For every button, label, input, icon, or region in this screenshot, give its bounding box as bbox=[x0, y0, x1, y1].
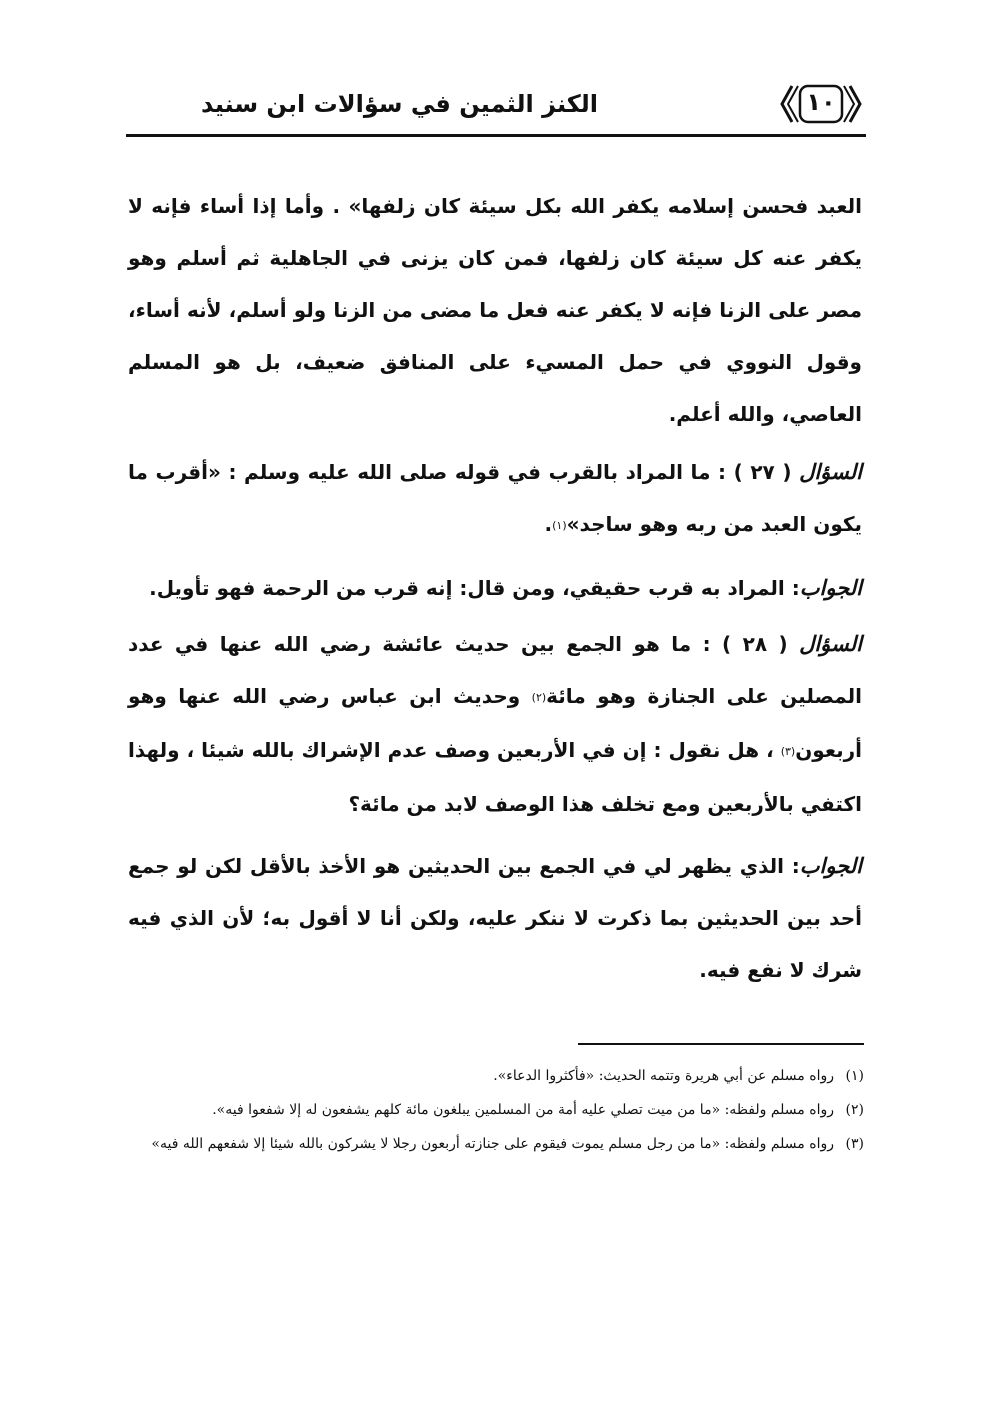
question-28-text-b: وحديث ابن عباس رضي الله عنها وهو أربعون bbox=[128, 684, 862, 762]
footnote-ref-2: (٢) bbox=[531, 691, 547, 704]
page-number: ١٠ bbox=[806, 88, 836, 116]
answer-28-text: : الذي يظهر لي في الجمع بين الحديثين هو الأخذ بالأقل لكن لو جمع أحد بين الحديثين بما ذكرت لا ننكر عليه، ولكن أنا لا أقول به؛ لأن الذي فيه شرك لا نفع فيه. bbox=[128, 854, 862, 982]
page-number-badge bbox=[778, 82, 864, 124]
footnote-3 bbox=[126, 1130, 864, 1158]
answer-28 bbox=[128, 840, 862, 996]
footnote-divider bbox=[578, 1043, 864, 1045]
question-27 bbox=[128, 446, 862, 552]
book-title: الكنز الثمين في سؤالات ابن سنيد bbox=[201, 90, 598, 118]
answer-27-text: : المراد به قرب حقيقي، ومن قال: إنه قرب من الرحمة فهو تأويل. bbox=[149, 576, 800, 600]
footnote-text: رواه مسلم ولفظه: «ما من رجل مسلم يموت فيقوم على جنازته أربعون رجلا لا يشركون بالله شيئا إلا شفعهم الله فيه» bbox=[151, 1136, 834, 1152]
answer-label: الجواب bbox=[799, 575, 862, 600]
footnotes bbox=[126, 1062, 864, 1164]
answer-27 bbox=[128, 562, 862, 614]
page-header bbox=[126, 80, 866, 136]
question-28-text-c: ، هل نقول : إن في الأربعين وصف عدم الإشراك بالله شيئا ، ولهذا اكتفي بالأربعين ومع تخلف هذا الوصف لابد من مائة؟ bbox=[128, 738, 862, 816]
question-28-text-a: ( ٢٨ ) : ما هو الجمع بين حديث عائشة رضي الله عنها في عدد المصلين على الجنازة وهو مائة bbox=[128, 632, 862, 708]
main-text bbox=[128, 180, 862, 996]
answer-label: الجواب bbox=[799, 853, 862, 878]
footnote-marker: (٣) bbox=[845, 1136, 864, 1152]
question-label: السؤال bbox=[799, 631, 863, 656]
header-divider bbox=[126, 134, 866, 137]
question-27-end: . bbox=[544, 512, 553, 536]
question-28 bbox=[128, 618, 862, 830]
footnote-1 bbox=[126, 1062, 864, 1090]
paragraph-continuation: العبد فحسن إسلامه يكفر الله بكل سيئة كان زلفها» . وأما إذا أساء فإنه لا يكفر عنه كل سيئة كان زلفها، فمن كان يزنى في الجاهلية ثم أسلم وهو مصر على الزنا فإنه لا يكفر عنه فعل ما مضى من الزنا ولو أسلم، لأنه أساء، وقول النووي في حمل المسيء على المنافق ضعيف، بل هو المسلم العاصي، والله أعلم. bbox=[128, 194, 862, 426]
footnote-ref-3: (٣) bbox=[780, 745, 796, 758]
footnote-2 bbox=[126, 1096, 864, 1124]
footnote-text: رواه مسلم عن أبي هريرة وتتمه الحديث: «فأكثروا الدعاء». bbox=[493, 1068, 834, 1084]
footnote-marker: (١) bbox=[845, 1068, 864, 1084]
footnote-text: رواه مسلم ولفظه: «ما من ميت تصلي عليه أمة من المسلمين يبلغون مائة كلهم يشفعون له إلا شفعوا فيه». bbox=[212, 1102, 834, 1118]
footnote-marker: (٢) bbox=[845, 1102, 864, 1118]
question-label: السؤال bbox=[799, 459, 863, 484]
question-27-text: ( ٢٧ ) : ما المراد بالقرب في قوله صلى الله عليه وسلم : «أقرب ما يكون العبد من ربه وهو ساجد» bbox=[128, 460, 862, 536]
footnote-ref-1: (١) bbox=[552, 519, 567, 532]
